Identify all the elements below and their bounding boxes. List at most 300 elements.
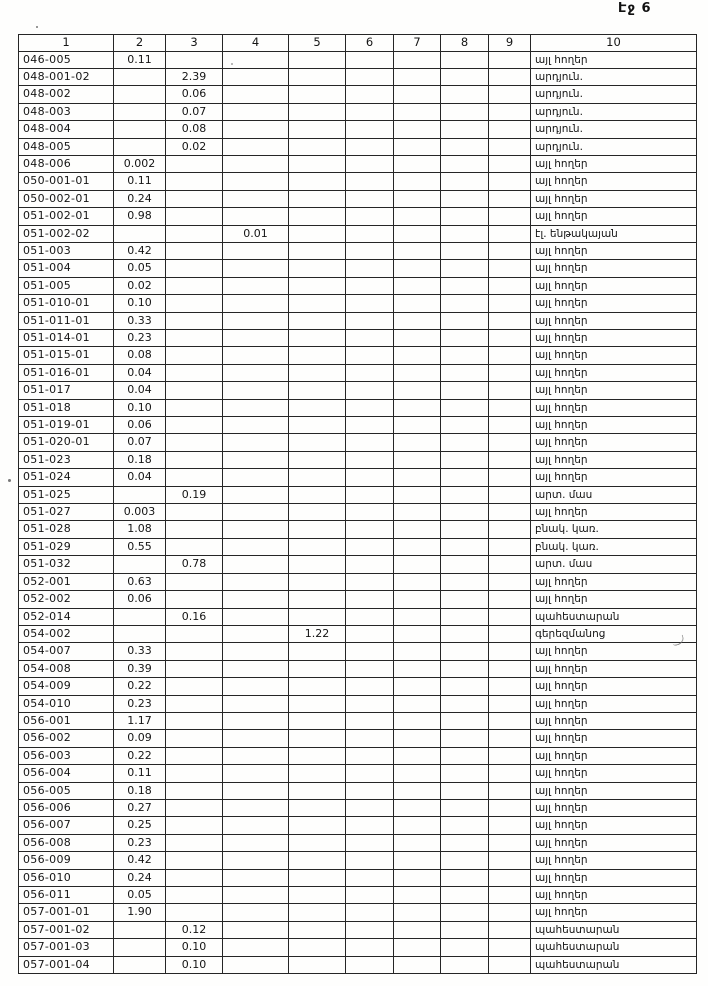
area-value xyxy=(223,190,289,207)
area-value xyxy=(489,86,531,103)
area-value xyxy=(394,504,441,521)
land-use-label: այլ հողեր xyxy=(531,799,697,816)
area-value xyxy=(223,712,289,729)
area-value xyxy=(289,51,346,68)
area-value xyxy=(489,242,531,259)
area-value xyxy=(346,277,394,294)
land-use-label: այլ հողեր xyxy=(531,295,697,312)
area-value xyxy=(346,556,394,573)
area-value xyxy=(223,556,289,573)
land-use-label: արտ. մաս xyxy=(531,486,697,503)
column-header: 9 xyxy=(489,35,531,52)
area-value xyxy=(223,660,289,677)
area-value xyxy=(489,486,531,503)
area-value xyxy=(166,765,223,782)
table-row xyxy=(19,712,697,729)
area-value xyxy=(289,364,346,381)
area-value xyxy=(489,451,531,468)
column-header: 10 xyxy=(531,35,697,52)
area-value xyxy=(441,887,489,904)
area-value xyxy=(166,260,223,277)
area-value: 0.04 xyxy=(114,469,166,486)
area-value xyxy=(223,782,289,799)
parcel-code: 048-004 xyxy=(19,121,114,138)
area-value xyxy=(346,625,394,642)
area-value xyxy=(346,904,394,921)
area-value xyxy=(489,399,531,416)
area-value xyxy=(441,417,489,434)
area-value xyxy=(489,364,531,381)
area-value xyxy=(489,347,531,364)
area-value xyxy=(346,939,394,956)
parcel-code: 056-006 xyxy=(19,799,114,816)
area-value xyxy=(166,242,223,259)
area-value xyxy=(289,103,346,120)
table-row xyxy=(19,347,697,364)
area-value xyxy=(441,556,489,573)
area-value: 0.06 xyxy=(114,591,166,608)
area-value xyxy=(223,678,289,695)
area-value xyxy=(166,469,223,486)
area-value: 0.23 xyxy=(114,695,166,712)
area-value xyxy=(223,277,289,294)
area-value xyxy=(489,904,531,921)
area-value xyxy=(441,712,489,729)
area-value xyxy=(289,434,346,451)
area-value: 0.18 xyxy=(114,451,166,468)
area-value xyxy=(489,277,531,294)
parcel-code: 051-002-01 xyxy=(19,208,114,225)
area-value xyxy=(346,486,394,503)
area-value: 0.11 xyxy=(114,51,166,68)
area-value xyxy=(394,608,441,625)
area-value xyxy=(394,295,441,312)
parcel-code: 048-003 xyxy=(19,103,114,120)
area-value: 0.55 xyxy=(114,538,166,555)
area-value xyxy=(489,225,531,242)
area-value xyxy=(441,504,489,521)
area-value xyxy=(394,678,441,695)
table-row xyxy=(19,817,697,834)
area-value xyxy=(223,330,289,347)
table-row xyxy=(19,103,697,120)
area-value xyxy=(489,208,531,225)
column-header: 5 xyxy=(289,35,346,52)
area-value xyxy=(394,591,441,608)
area-value xyxy=(289,330,346,347)
area-value xyxy=(489,591,531,608)
area-value xyxy=(289,121,346,138)
area-value: 0.05 xyxy=(114,260,166,277)
parcel-code: 051-018 xyxy=(19,399,114,416)
page-number: Էջ 6 xyxy=(618,1,652,16)
area-value xyxy=(346,86,394,103)
area-value xyxy=(289,277,346,294)
area-value xyxy=(166,834,223,851)
area-value xyxy=(441,625,489,642)
area-value xyxy=(346,295,394,312)
area-value xyxy=(223,208,289,225)
area-value xyxy=(441,747,489,764)
area-value xyxy=(223,51,289,68)
area-value xyxy=(346,869,394,886)
scan-noise-dot xyxy=(36,26,38,28)
area-value xyxy=(346,417,394,434)
table-row xyxy=(19,330,697,347)
table-row xyxy=(19,730,697,747)
area-value: 0.23 xyxy=(114,330,166,347)
area-value: 0.02 xyxy=(114,277,166,294)
area-value xyxy=(114,956,166,973)
area-value xyxy=(346,730,394,747)
area-value xyxy=(289,225,346,242)
area-value: 0.27 xyxy=(114,799,166,816)
table-row xyxy=(19,939,697,956)
area-value xyxy=(489,103,531,120)
area-value xyxy=(289,399,346,416)
area-value xyxy=(346,608,394,625)
area-value: 0.08 xyxy=(166,121,223,138)
area-value xyxy=(166,364,223,381)
area-value xyxy=(346,68,394,85)
land-use-label: այլ հողեր xyxy=(531,260,697,277)
land-use-label: արդյուն. xyxy=(531,121,697,138)
column-header: 2 xyxy=(114,35,166,52)
area-value xyxy=(489,625,531,642)
parcel-code: 056-010 xyxy=(19,869,114,886)
area-value xyxy=(166,591,223,608)
parcel-code: 046-005 xyxy=(19,51,114,68)
area-value xyxy=(394,190,441,207)
area-value xyxy=(394,330,441,347)
area-value xyxy=(346,782,394,799)
area-value xyxy=(223,399,289,416)
land-use-label: այլ հողեր xyxy=(531,678,697,695)
table-row xyxy=(19,921,697,938)
area-value: 0.42 xyxy=(114,242,166,259)
table-row xyxy=(19,782,697,799)
table-header-row xyxy=(19,35,697,52)
area-value: 1.22 xyxy=(289,625,346,642)
area-value xyxy=(441,451,489,468)
area-value xyxy=(346,103,394,120)
area-value: 0.003 xyxy=(114,504,166,521)
area-value xyxy=(441,538,489,555)
parcel-code: 051-015-01 xyxy=(19,347,114,364)
area-value xyxy=(346,382,394,399)
area-value xyxy=(289,869,346,886)
area-value xyxy=(394,765,441,782)
land-use-label: այլ հողեր xyxy=(531,347,697,364)
area-value xyxy=(394,660,441,677)
table-row xyxy=(19,469,697,486)
table-row xyxy=(19,121,697,138)
area-value xyxy=(166,869,223,886)
area-value xyxy=(394,364,441,381)
area-value xyxy=(489,260,531,277)
area-value xyxy=(166,573,223,590)
area-value xyxy=(166,277,223,294)
area-value xyxy=(441,852,489,869)
area-value: 0.23 xyxy=(114,834,166,851)
table-row xyxy=(19,364,697,381)
area-value xyxy=(166,399,223,416)
area-value xyxy=(289,817,346,834)
parcel-code: 057-001-02 xyxy=(19,921,114,938)
land-use-label: այլ հողեր xyxy=(531,643,697,660)
area-value xyxy=(489,643,531,660)
area-value xyxy=(289,695,346,712)
table-row xyxy=(19,678,697,695)
area-value xyxy=(223,765,289,782)
area-value xyxy=(489,330,531,347)
area-value xyxy=(289,643,346,660)
land-use-label: այլ հողեր xyxy=(531,382,697,399)
area-value xyxy=(441,678,489,695)
area-value xyxy=(394,695,441,712)
area-value xyxy=(289,834,346,851)
area-value: 0.39 xyxy=(114,660,166,677)
area-value xyxy=(223,295,289,312)
table-row xyxy=(19,434,697,451)
area-value xyxy=(346,504,394,521)
land-use-label: այլ հողեր xyxy=(531,51,697,68)
area-value xyxy=(441,434,489,451)
land-use-label: այլ հողեր xyxy=(531,834,697,851)
parcel-code: 048-005 xyxy=(19,138,114,155)
area-value xyxy=(394,103,441,120)
area-value xyxy=(223,260,289,277)
area-value xyxy=(289,486,346,503)
parcel-code: 056-005 xyxy=(19,782,114,799)
parcel-code: 056-007 xyxy=(19,817,114,834)
area-value xyxy=(394,799,441,816)
area-value xyxy=(441,364,489,381)
area-value xyxy=(289,242,346,259)
parcel-code: 051-010-01 xyxy=(19,295,114,312)
area-value xyxy=(223,451,289,468)
area-value xyxy=(289,86,346,103)
area-value xyxy=(441,834,489,851)
area-value xyxy=(346,956,394,973)
column-header: 7 xyxy=(394,35,441,52)
area-value xyxy=(441,591,489,608)
table-row xyxy=(19,660,697,677)
area-value xyxy=(441,765,489,782)
area-value xyxy=(441,469,489,486)
area-value xyxy=(166,695,223,712)
land-use-label: այլ հողեր xyxy=(531,469,697,486)
area-value: 0.10 xyxy=(166,956,223,973)
table-row xyxy=(19,138,697,155)
area-value xyxy=(441,660,489,677)
table-row xyxy=(19,538,697,555)
area-value xyxy=(346,173,394,190)
table-row xyxy=(19,869,697,886)
area-value xyxy=(394,382,441,399)
area-value: 0.07 xyxy=(166,103,223,120)
area-value xyxy=(289,852,346,869)
area-value xyxy=(441,799,489,816)
land-use-label: այլ հողեր xyxy=(531,417,697,434)
area-value xyxy=(489,538,531,555)
area-value xyxy=(346,364,394,381)
area-value xyxy=(394,399,441,416)
parcel-code: 050-001-01 xyxy=(19,173,114,190)
area-value: 0.33 xyxy=(114,312,166,329)
area-value xyxy=(166,643,223,660)
area-value xyxy=(441,173,489,190)
parcel-code: 054-007 xyxy=(19,643,114,660)
area-value xyxy=(223,538,289,555)
area-value xyxy=(223,417,289,434)
area-value xyxy=(489,469,531,486)
parcel-code: 048-001-02 xyxy=(19,68,114,85)
area-value: 0.05 xyxy=(114,887,166,904)
area-value xyxy=(289,295,346,312)
area-value xyxy=(166,904,223,921)
area-value xyxy=(441,399,489,416)
area-value xyxy=(166,712,223,729)
area-value xyxy=(346,451,394,468)
area-value xyxy=(394,573,441,590)
land-use-label: այլ հողեր xyxy=(531,591,697,608)
area-value xyxy=(489,852,531,869)
area-value xyxy=(346,591,394,608)
area-value xyxy=(489,869,531,886)
area-value xyxy=(346,695,394,712)
parcel-code: 051-004 xyxy=(19,260,114,277)
area-value xyxy=(346,678,394,695)
area-value xyxy=(346,190,394,207)
area-value xyxy=(394,155,441,172)
area-value xyxy=(223,921,289,938)
area-value xyxy=(223,68,289,85)
area-value xyxy=(289,312,346,329)
table-row xyxy=(19,608,697,625)
area-value: 0.22 xyxy=(114,678,166,695)
land-use-label: պահեստարան xyxy=(531,608,697,625)
area-value: 0.24 xyxy=(114,869,166,886)
area-value: 1.90 xyxy=(114,904,166,921)
area-value xyxy=(489,556,531,573)
parcel-code: 051-003 xyxy=(19,242,114,259)
area-value xyxy=(346,242,394,259)
area-value xyxy=(289,921,346,938)
area-value xyxy=(346,643,394,660)
area-value xyxy=(166,451,223,468)
area-value xyxy=(489,155,531,172)
area-value xyxy=(346,155,394,172)
table-row xyxy=(19,208,697,225)
area-value xyxy=(289,347,346,364)
area-value xyxy=(489,695,531,712)
area-value xyxy=(289,887,346,904)
area-value xyxy=(441,260,489,277)
area-value xyxy=(394,347,441,364)
area-value xyxy=(394,86,441,103)
area-value: 0.06 xyxy=(114,417,166,434)
area-value xyxy=(166,730,223,747)
area-value xyxy=(223,121,289,138)
table-row xyxy=(19,173,697,190)
area-value xyxy=(289,68,346,85)
area-value xyxy=(394,782,441,799)
parcel-code: 051-017 xyxy=(19,382,114,399)
area-value xyxy=(441,208,489,225)
parcel-code: 052-002 xyxy=(19,591,114,608)
area-value xyxy=(346,712,394,729)
area-value xyxy=(223,869,289,886)
area-value xyxy=(223,834,289,851)
area-value xyxy=(223,173,289,190)
area-value xyxy=(489,382,531,399)
area-value xyxy=(114,225,166,242)
area-value xyxy=(441,277,489,294)
table-row xyxy=(19,799,697,816)
area-value xyxy=(289,608,346,625)
area-value xyxy=(346,51,394,68)
area-value xyxy=(441,330,489,347)
area-value xyxy=(489,504,531,521)
area-value: 1.17 xyxy=(114,712,166,729)
area-value xyxy=(346,225,394,242)
parcel-code: 051-002-02 xyxy=(19,225,114,242)
area-value xyxy=(394,521,441,538)
area-value xyxy=(166,155,223,172)
area-value xyxy=(394,538,441,555)
area-value xyxy=(441,190,489,207)
area-value xyxy=(346,521,394,538)
area-value xyxy=(223,103,289,120)
table-row xyxy=(19,643,697,660)
area-value xyxy=(394,643,441,660)
area-value xyxy=(114,86,166,103)
parcel-code: 056-002 xyxy=(19,730,114,747)
area-value xyxy=(489,817,531,834)
table-row xyxy=(19,695,697,712)
parcel-code: 057-001-04 xyxy=(19,956,114,973)
area-value xyxy=(489,312,531,329)
area-value xyxy=(394,730,441,747)
area-value xyxy=(166,799,223,816)
area-value xyxy=(166,817,223,834)
area-value: 0.25 xyxy=(114,817,166,834)
parcel-code: 051-016-01 xyxy=(19,364,114,381)
area-value: 0.10 xyxy=(114,295,166,312)
area-value xyxy=(489,434,531,451)
area-value xyxy=(394,712,441,729)
table-row xyxy=(19,312,697,329)
land-use-label: այլ հողեր xyxy=(531,451,697,468)
area-value xyxy=(441,921,489,938)
area-value xyxy=(223,643,289,660)
area-value xyxy=(289,712,346,729)
table-row xyxy=(19,852,697,869)
parcel-code: 051-011-01 xyxy=(19,312,114,329)
land-use-label: այլ հողեր xyxy=(531,730,697,747)
area-value xyxy=(289,138,346,155)
parcel-code: 056-008 xyxy=(19,834,114,851)
land-use-label: էլ. ենթակայան xyxy=(531,225,697,242)
land-use-label: այլ հողեր xyxy=(531,364,697,381)
area-value xyxy=(441,608,489,625)
area-value xyxy=(114,921,166,938)
land-use-label: գերեզմանոց xyxy=(531,625,697,642)
parcel-code: 054-008 xyxy=(19,660,114,677)
area-value xyxy=(394,834,441,851)
area-value xyxy=(394,173,441,190)
